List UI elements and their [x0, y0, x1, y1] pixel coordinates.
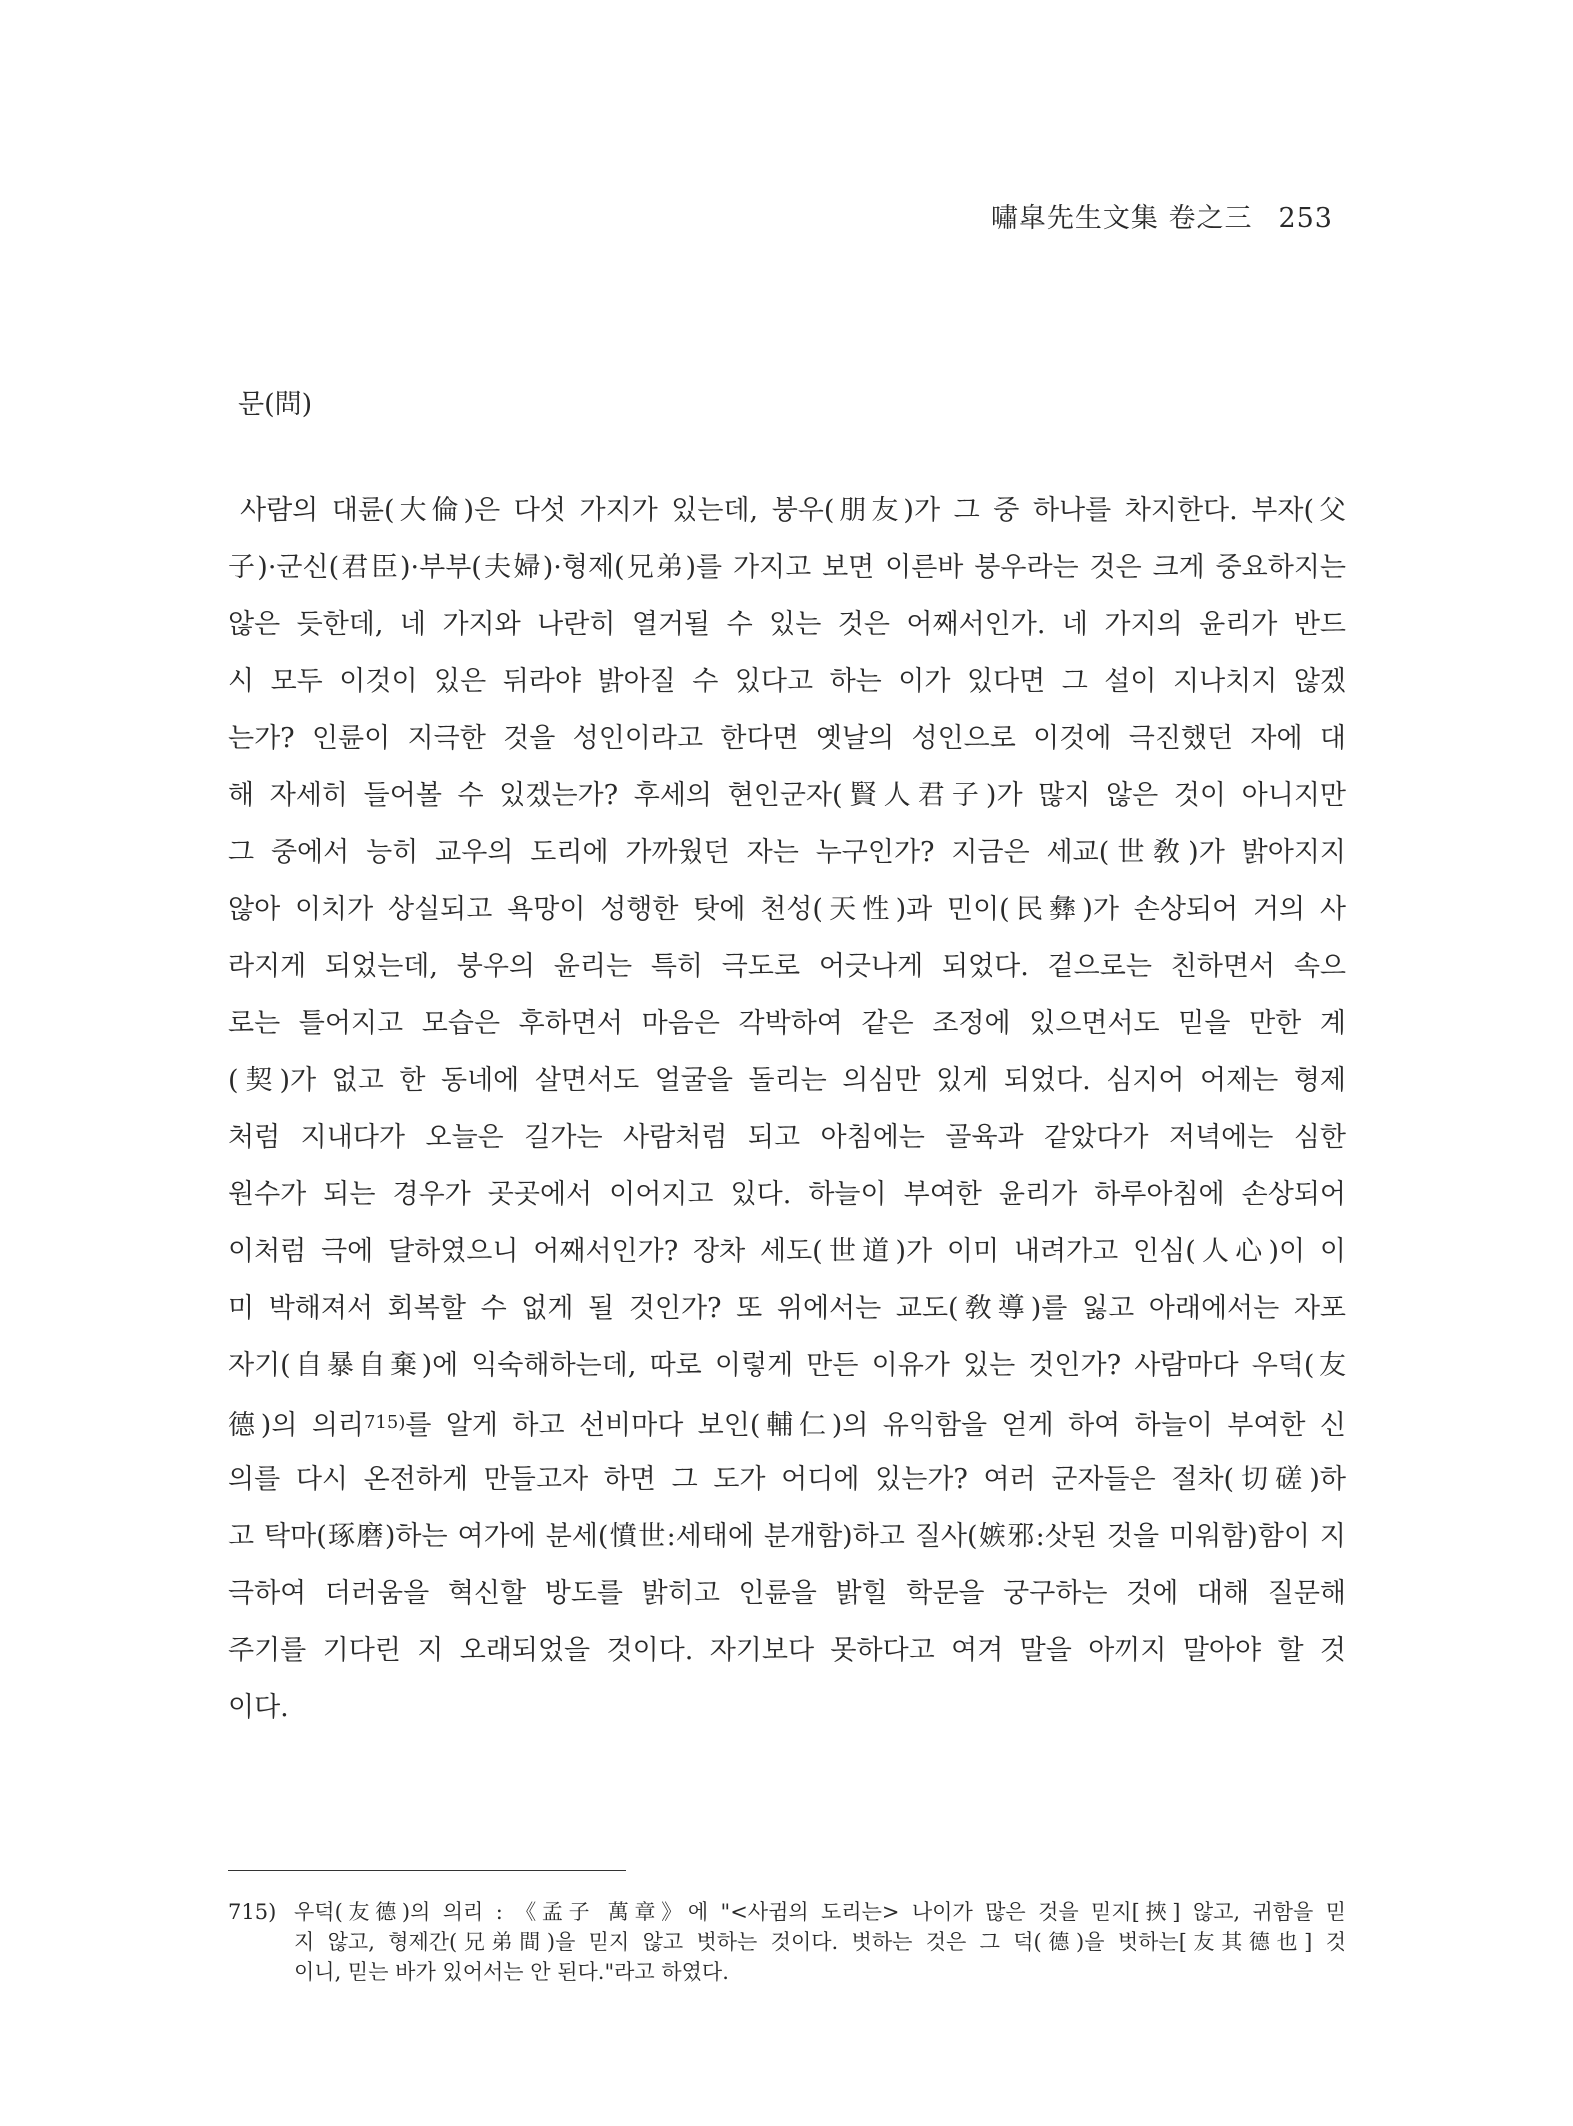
body-line: 극하여 더러움을 혁신할 방도를 밝히고 인륜을 밝힐 학문을 궁구하는 것에 대해 질문해 — [228, 1578, 1346, 1609]
body-text — [228, 482, 1346, 1736]
body-line: 는가? 인륜이 지극한 것을 성인이라고 한다면 옛날의 성인으로 이것에 극진했던 자에 대 — [228, 723, 1346, 754]
body-line: 로는 틀어지고 모습은 후하면서 마음은 각박하여 같은 조정에 있으면서도 믿을 만한 계 — [228, 1008, 1346, 1039]
body-line: 라지게 되었는데, 붕우의 윤리는 특히 극도로 어긋나게 되었다. 겉으로는 친하면서 속으 — [228, 951, 1346, 982]
footnote-text-line: 지 않고, 형제간(兄弟間)을 믿지 않고 벗하는 것이다. 벗하는 것은 그 덕(德)을 벗하는[友其德也] 것 — [294, 1930, 1346, 1954]
body-line: 이처럼 극에 달하였으니 어째서인가? 장차 세도(世道)가 이미 내려가고 인심(人心)이 이 — [228, 1236, 1346, 1267]
body-line — [228, 1394, 1346, 1451]
body-line: 않은 듯한데, 네 가지와 나란히 열거될 수 있는 것은 어째서인가. 네 가지의 윤리가 반드 — [228, 609, 1346, 640]
body-line: 원수가 되는 경우가 곳곳에서 이어지고 있다. 하늘이 부여한 윤리가 하루아침에 손상되어 — [228, 1179, 1346, 1210]
body-line: (契)가 없고 한 동네에 살면서도 얼굴을 돌리는 의심만 있게 되었다. 심지어 어제는 형제 — [228, 1065, 1346, 1096]
body-line: 자기(自暴自棄)에 익숙해하는데, 따로 이렇게 만든 이유가 있는 것인가? 사람마다 우덕(友 — [228, 1350, 1346, 1381]
footnote — [228, 1897, 1346, 1987]
body-line: 해 자세히 들어볼 수 있겠는가? 후세의 현인군자(賢人君子)가 많지 않은 것이 아니지만 — [228, 780, 1346, 811]
footnote-first-line — [228, 1897, 1346, 1927]
body-line: 의를 다시 온전하게 만들고자 하면 그 도가 어디에 있는가? 여러 군자들은 절차(切磋)하 — [228, 1464, 1346, 1495]
book-title: 嘯皐先生文集 卷之三 — [990, 203, 1253, 234]
body-line: 고 탁마(琢磨)하는 여가에 분세(憤世:세태에 분개함)하고 질사(嫉邪:삿된 것을 미워함)함이 지 — [228, 1521, 1346, 1552]
running-header — [991, 196, 1333, 235]
footnote-number: 715) — [228, 1900, 277, 1924]
section-title: 문(問) — [238, 389, 313, 420]
body-line-text: 를 알게 하고 선비마다 보인(輔仁)의 유익함을 얻게 하여 하늘이 부여한 신 — [405, 1410, 1346, 1441]
body-line: 주기를 기다린 지 오래되었을 것이다. 자기보다 못하다고 여겨 말을 아끼지 말아야 할 것 — [228, 1635, 1346, 1666]
body-line: 미 박해져서 회복할 수 없게 될 것인가? 또 위에서는 교도(敎導)를 잃고 아래에서는 자포 — [228, 1293, 1346, 1324]
body-line: 이다. — [228, 1692, 289, 1723]
body-line-text: 德)의 의리 — [228, 1410, 364, 1441]
footnote-text-line: 우덕(友德)의 의리 : 《孟子 萬章》에 "<사귐의 도리는> 나이가 많은 것을 믿지[挾] 않고, 귀함을 믿 — [294, 1900, 1346, 1924]
footnote-text-line: 이니, 믿는 바가 있어서는 안 된다."라고 하였다. — [294, 1960, 729, 1984]
footnote-reference[interactable]: 715) — [363, 1412, 406, 1433]
body-line: 사람의 대륜(大倫)은 다섯 가지가 있는데, 붕우(朋友)가 그 중 하나를 차지한다. 부자(父 — [240, 495, 1346, 526]
page-number: 253 — [1278, 203, 1333, 234]
footnote-divider — [228, 1870, 626, 1871]
body-line: 그 중에서 능히 교우의 도리에 가까웠던 자는 누구인가? 지금은 세교(世敎)가 밝아지지 — [228, 837, 1346, 868]
body-line: 子)·군신(君臣)·부부(夫婦)·형제(兄弟)를 가지고 보면 이른바 붕우라는 것은 크게 중요하지는 — [228, 552, 1346, 583]
body-line: 않아 이치가 상실되고 욕망이 성행한 탓에 천성(天性)과 민이(民彝)가 손상되어 거의 사 — [228, 894, 1346, 925]
body-line: 시 모두 이것이 있은 뒤라야 밝아질 수 있다고 하는 이가 있다면 그 설이 지나치지 않겠 — [228, 666, 1346, 697]
body-line: 처럼 지내다가 오늘은 길가는 사람처럼 되고 아침에는 골육과 같았다가 저녁에는 심한 — [228, 1122, 1346, 1153]
